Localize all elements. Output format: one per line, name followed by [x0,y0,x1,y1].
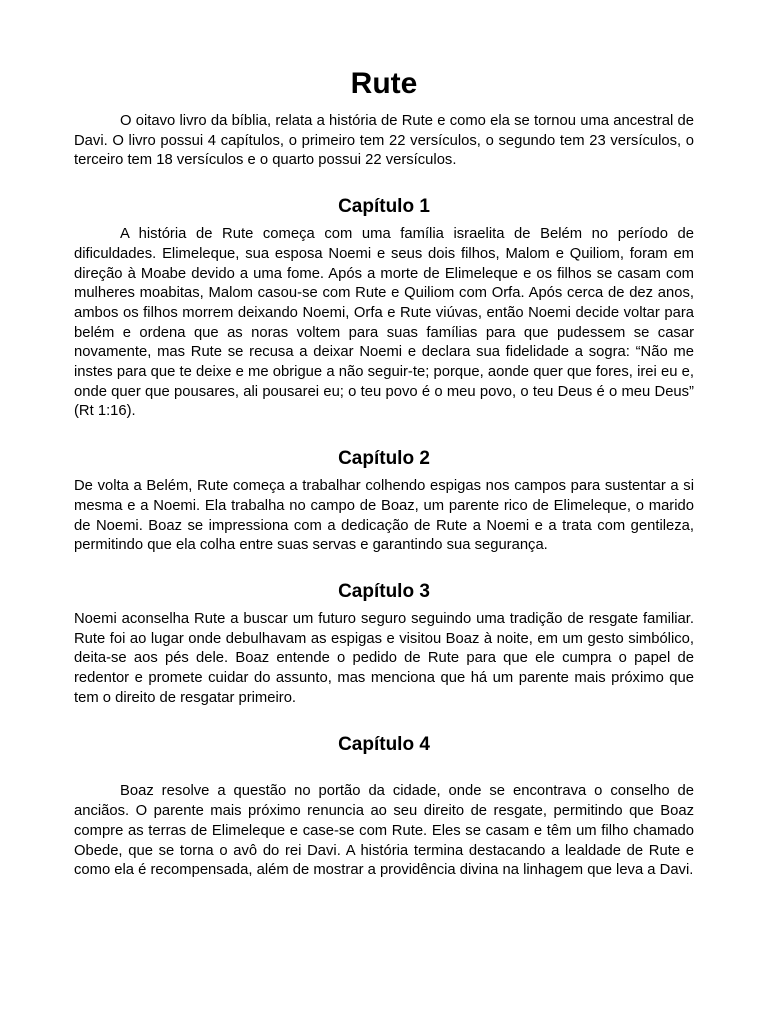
document-title: Rute [350,67,418,100]
chapter-4-paragraph: Boaz resolve a questão no portão da cidade, onde se encontrava o conselho de anciãos. O parente mais próximo renuncia ao seu direito de resgate, permitindo que Boaz compre as terras de Elimeleque e case-se com Rute. Eles se casam e têm um filho chamado Obede, que se torna o avô do rei Davi. A história termina destacando a lealdade de Rute e como ela é recompensada, além de mostrar a providência divina na linhagem que leva a Davi. [74,783,694,879]
chapter-3-heading: Capítulo 3 [338,580,430,602]
intro-paragraph: O oitavo livro da bíblia, relata a história de Rute e como ela se tornou uma ancestral de Davi. O livro possui 4 capítulos, o primeiro tem 22 versículos, o segundo tem 23 versículos, o terceiro tem 18 versículos e o quarto possui 22 versículos. [74,113,694,169]
chapter-2-heading: Capítulo 2 [338,448,430,470]
chapter-1-paragraph: A história de Rute começa com uma família israelita de Belém no período de dificuldades. Elimeleque, sua esposa Noemi e seus dois filhos, Malom e Quiliom, foram em direção à Moabe devido a uma fome. Após a morte de Elimeleque e os filhos se casam com mulheres moabitas, Malom casou-se com Rute e Quiliom com Orfa. Após cerca de dez anos, ambos os filhos morrem deixando Noemi, Orfa e Rute viúvas, então Noemi decide voltar para belém e ordena que as noras voltem para suas famílias para que pudessem se casar novamente, mas Rute se recusa a deixar Noemi e declara sua fidelidade a sogra: “Não me instes para que te deixe e me obrigue a não seguir-te; porque, aonde quer que fores, irei eu e, onde quer que pousares, ali pousarei eu; o teu povo é o meu povo, o teu Deus é o meu Deus” (Rt 1:16). [74,226,694,420]
chapter-4-heading: Capítulo 4 [338,734,430,756]
chapter-3-paragraph: Noemi aconselha Rute a buscar um futuro seguro seguindo uma tradição de resgate familiar. Rute foi ao lugar onde debulhavam as espigas e visitou Boaz à noite, em um gesto simbólico, deita-se aos pés dele. Boaz entende o pedido de Rute para que ele cumpra o papel de redentor e promete cuidar do assunto, mas menciona que há um parente mais próximo que tem o direito de resgatar primeiro. [74,610,694,706]
chapter-1-heading: Capítulo 1 [338,196,430,218]
document-page [74,64,694,881]
chapter-2-paragraph: De volta a Belém, Rute começa a trabalhar colhendo espigas nos campos para sustentar a si mesma e a Noemi. Ela trabalha no campo de Boaz, um parente rico de Elimeleque, o marido de Noemi. Boaz se impressiona com a dedicação de Rute a Noemi e a trata com gentileza, permitindo que ela colha entre suas servas e garantindo sua segurança. [74,478,694,554]
